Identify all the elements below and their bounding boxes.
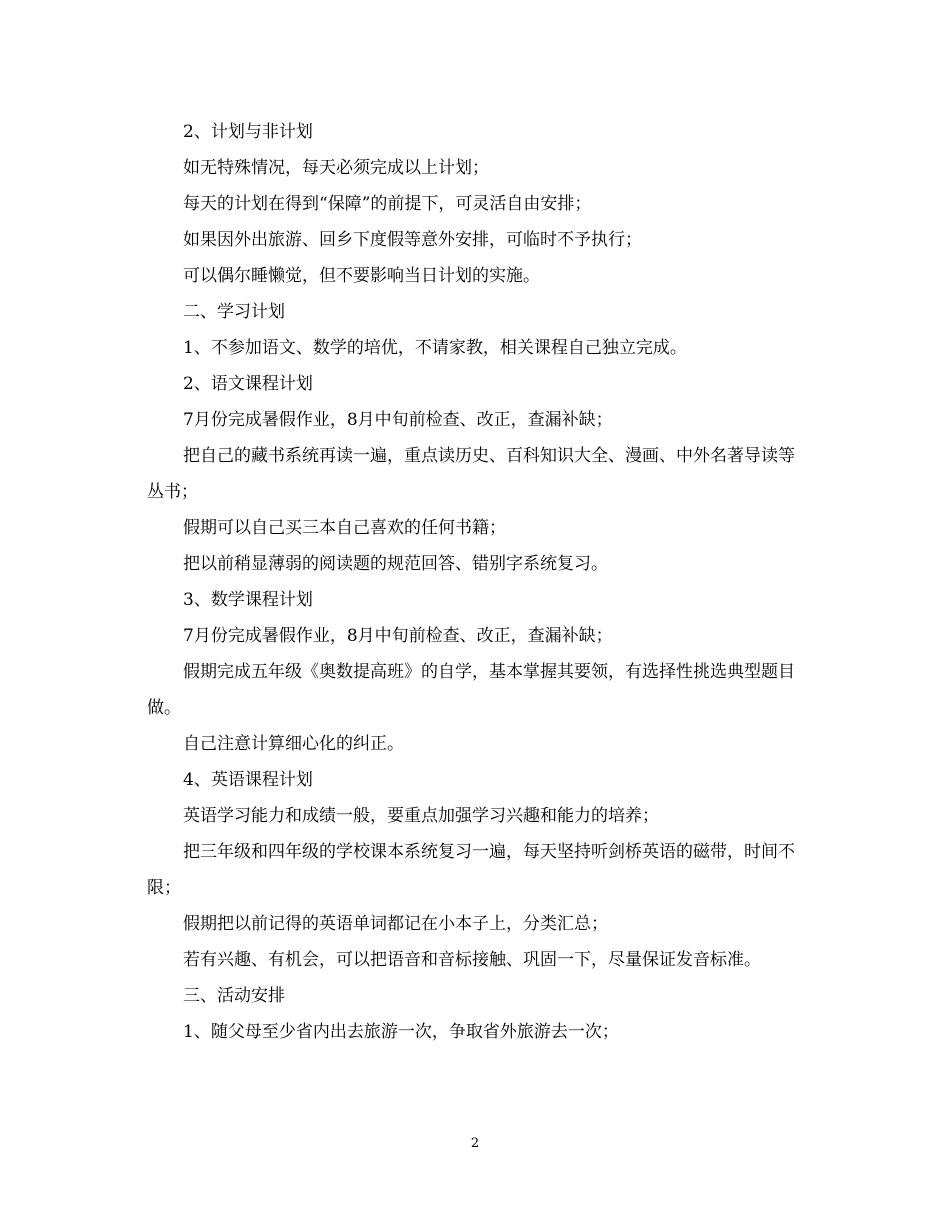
paragraph: 假期完成五年级《奥数提高班》的自学，基本掌握其要领，有选择性挑选典型题目做。 <box>147 662 795 718</box>
paragraph: 把三年级和四年级的学校课本系统复习一遍，每天坚持听剑桥英语的磁带，时间不限； <box>147 842 795 898</box>
paragraph: 7月份完成暑假作业，8月中旬前检查、改正，查漏补缺； <box>183 410 613 430</box>
paragraph: 7月份完成暑假作业，8月中旬前检查、改正，查漏补缺； <box>183 626 613 646</box>
paragraph-plan-vs-nonplan-heading: 2、计划与非计划 <box>183 122 313 142</box>
page-number: 2 <box>470 1136 480 1151</box>
paragraph: 把以前稍显薄弱的阅读题的规范回答、错别字系统复习。 <box>183 554 608 574</box>
document-body <box>147 114 807 1050</box>
paragraph: 1、随父母至少省内出去旅游一次，争取省外旅游去一次； <box>183 1022 619 1042</box>
section-heading-study-plan: 二、学习计划 <box>183 302 285 322</box>
subheading-english-plan: 4、英语课程计划 <box>183 770 313 790</box>
subheading-chinese-plan: 2、语文课程计划 <box>183 374 313 394</box>
section-heading-activities: 三、活动安排 <box>183 986 285 1006</box>
paragraph: 假期把以前记得的英语单词都记在小本子上，分类汇总； <box>183 914 608 934</box>
paragraph: 把自己的藏书系统再读一遍，重点读历史、百科知识大全、漫画、中外名著导读等丛书； <box>147 446 795 502</box>
paragraph: 自己注意计算细心化的纠正。 <box>183 734 404 754</box>
paragraph: 如果因外出旅游、回乡下度假等意外安排，可临时不予执行； <box>183 230 642 250</box>
paragraph: 可以偶尔睡懒觉，但不要影响当日计划的实施。 <box>183 266 540 286</box>
paragraph: 假期可以自己买三本自己喜欢的任何书籍； <box>183 518 506 538</box>
subheading-math-plan: 3、数学课程计划 <box>183 590 313 610</box>
paragraph: 1、不参加语文、数学的培优，不请家教，相关课程自己独立完成。 <box>183 338 687 358</box>
paragraph: 如无特殊情况，每天必须完成以上计划； <box>183 158 489 178</box>
paragraph: 英语学习能力和成绩一般，要重点加强学习兴趣和能力的培养； <box>183 806 659 826</box>
paragraph: 每天的计划在得到“保障”的前提下，可灵活自由安排； <box>183 194 592 214</box>
paragraph: 若有兴趣、有机会，可以把语音和音标接触、巩固一下，尽量保证发音标准。 <box>183 950 761 970</box>
